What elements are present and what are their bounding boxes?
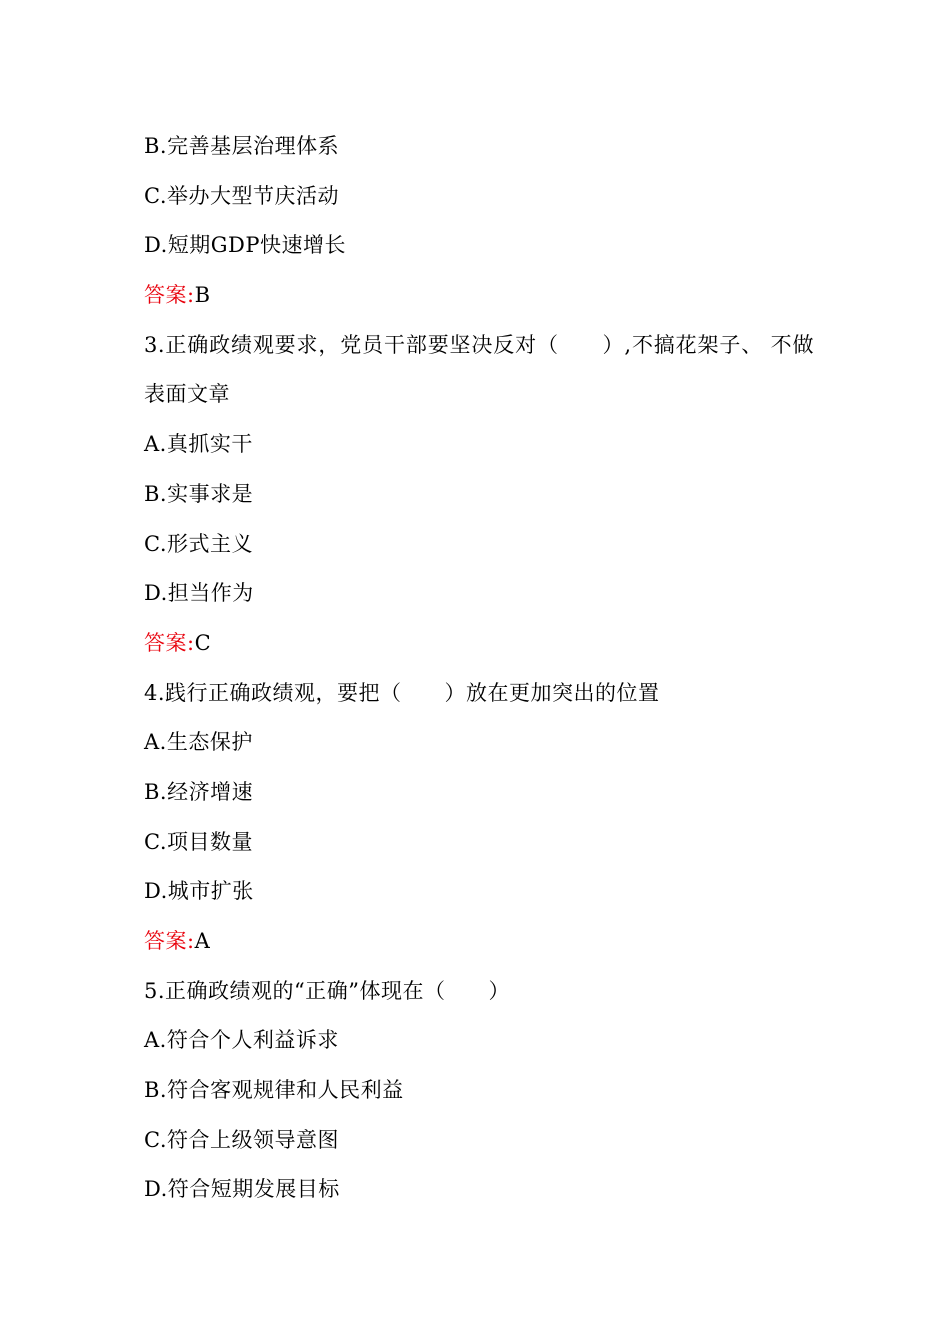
q3-option-d: D.担当作为	[144, 581, 254, 606]
q4-stem: 4.践行正确政绩观，要把（ ）放在更加突出的位置	[144, 680, 660, 705]
q4-option-d: D.城市扩张	[144, 879, 254, 904]
q4-option-a: A.生态保护	[144, 730, 253, 755]
q5-stem: 5.正确政绩观的“正确”体现在（ ）	[144, 978, 511, 1003]
q3-option-a: A.真抓实干	[144, 432, 253, 457]
q5-option-b: B.符合客观规律和人民利益	[144, 1078, 404, 1103]
answer-value: B	[194, 283, 211, 308]
q3-answer	[144, 619, 814, 669]
q4-option-b: B.经济增速	[144, 779, 254, 804]
q2-option-b: B.完善基层治理体系	[144, 134, 340, 158]
q5-option-d: D.符合短期发展目标	[144, 1177, 340, 1202]
q2-option-d: D.短期GDP快速增长	[144, 233, 347, 258]
answer-label: 答案:	[144, 630, 195, 655]
answer-value: A	[194, 929, 211, 954]
question-list	[144, 122, 814, 1215]
q2-option-c: C.举办大型节庆活动	[144, 183, 339, 208]
q4-option-c: C.项目数量	[144, 829, 253, 854]
q2-answer	[144, 271, 814, 321]
answer-label: 答案:	[144, 929, 195, 954]
q5-option-a: A.符合个人利益诉求	[144, 1028, 339, 1053]
q5-option-c: C.符合上级领导意图	[144, 1127, 339, 1152]
answer-value: C	[194, 630, 212, 655]
answer-label: 答案:	[144, 283, 195, 308]
q3-option-b: B.实事求是	[144, 481, 254, 506]
q4-answer	[144, 917, 814, 967]
q3-option-c: C.形式主义	[144, 531, 253, 556]
q3-stem: 3.正确政绩观要求，党员干部要坚决反对（ ）,不搞花架子、 不做表面文章	[144, 332, 814, 407]
